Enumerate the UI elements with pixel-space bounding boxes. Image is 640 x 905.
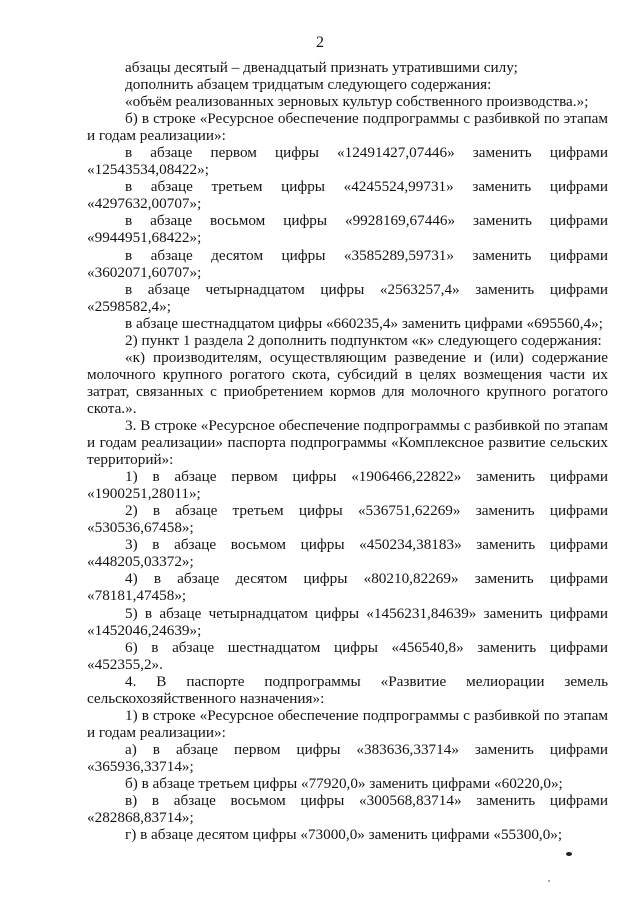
- document-body: [87, 59, 608, 843]
- paragraph-2: дополнить абзацем тридцатым следующего содержания:: [125, 76, 492, 94]
- paragraph-24: в) в абзаце восьмом цифры «300568,83714» заменить цифрами «282868,83714»;: [87, 792, 608, 827]
- paragraph-4: б) в строке «Ресурсное обеспечение подпрограммы с разбивкой по этапам и годам реализации»:: [87, 110, 608, 145]
- paragraph-3: «объём реализованных зерновых культур собственного производства.»;: [125, 93, 589, 111]
- paragraph-9: в абзаце четырнадцатом цифры «2563257,4» заменить цифрами «2598582,4»;: [87, 280, 608, 315]
- paragraph-21: 1) в строке «Ресурсное обеспечение подпрограммы с разбивкой по этапам и годам реализации»:: [87, 706, 608, 741]
- paragraph-17: 4) в абзаце десятом цифры «80210,82269» заменить цифрами «78181,47458»;: [87, 570, 608, 605]
- paragraph-13: 3. В строке «Ресурсное обеспечение подпрограммы с разбивкой по этапам и годам реализации» паспорта подпрограммы «Комплексное развитие сельских территорий»:: [87, 416, 608, 469]
- paragraph-14: 1) в абзаце первом цифры «1906466,22822» заменить цифрами «1900251,28011»;: [87, 468, 608, 503]
- paragraph-25: г) в абзаце десятом цифры «73000,0» заменить цифрами «55300,0»;: [125, 826, 563, 844]
- paragraph-11: 2) пункт 1 раздела 2 дополнить подпунктом «к» следующего содержания:: [125, 331, 602, 349]
- paragraph-20: 4. В паспорте подпрограммы «Развитие мелиорации земель сельскохозяйственного назначения»:: [87, 672, 608, 707]
- paragraph-23: б) в абзаце третьем цифры «77920,0» заменить цифрами «60220,0»;: [125, 774, 563, 792]
- paragraph-8: в абзаце десятом цифры «3585289,59731» заменить цифрами «3602071,60707»;: [87, 246, 608, 281]
- paragraph-5: в абзаце первом цифры «12491427,07446» заменить цифрами «12543534,08422»;: [87, 144, 608, 179]
- page-number: 2: [316, 34, 324, 51]
- paragraph-16: 3) в абзаце восьмом цифры «450234,38183» заменить цифрами «448205,03372»;: [87, 536, 608, 571]
- paragraph-18: 5) в абзаце четырнадцатом цифры «1456231,84639» заменить цифрами «1452046,24639»;: [87, 604, 608, 639]
- scan-speck-mark: [566, 852, 572, 856]
- paragraph-22: а) в абзаце первом цифры «383636,33714» заменить цифрами «365936,33714»;: [87, 740, 608, 775]
- paragraph-7: в абзаце восьмом цифры «9928169,67446» заменить цифрами «9944951,68422»;: [87, 212, 608, 247]
- paragraph-6: в абзаце третьем цифры «4245524,99731» заменить цифрами «4297632,00707»;: [87, 178, 608, 213]
- paragraph-12: «к) производителям, осуществляющим разведение и (или) содержание молочного крупного рогатого скота, субсидий в целях возмещения части их затрат, связанных с приобретением кормов для молочного крупного рогатого скота.».: [87, 348, 608, 417]
- scan-dot-mark: [548, 880, 550, 882]
- paragraph-10: в абзаце шестнадцатом цифры «660235,4» заменить цифрами «695560,4»;: [125, 314, 603, 332]
- paragraph-19: 6) в абзаце шестнадцатом цифры «456540,8» заменить цифрами «452355,2».: [87, 638, 608, 673]
- paragraph-15: 2) в абзаце третьем цифры «536751,62269» заменить цифрами «530536,67458»;: [87, 502, 608, 537]
- paragraph-1: абзацы десятый – двенадцатый признать утратившими силу;: [125, 59, 518, 76]
